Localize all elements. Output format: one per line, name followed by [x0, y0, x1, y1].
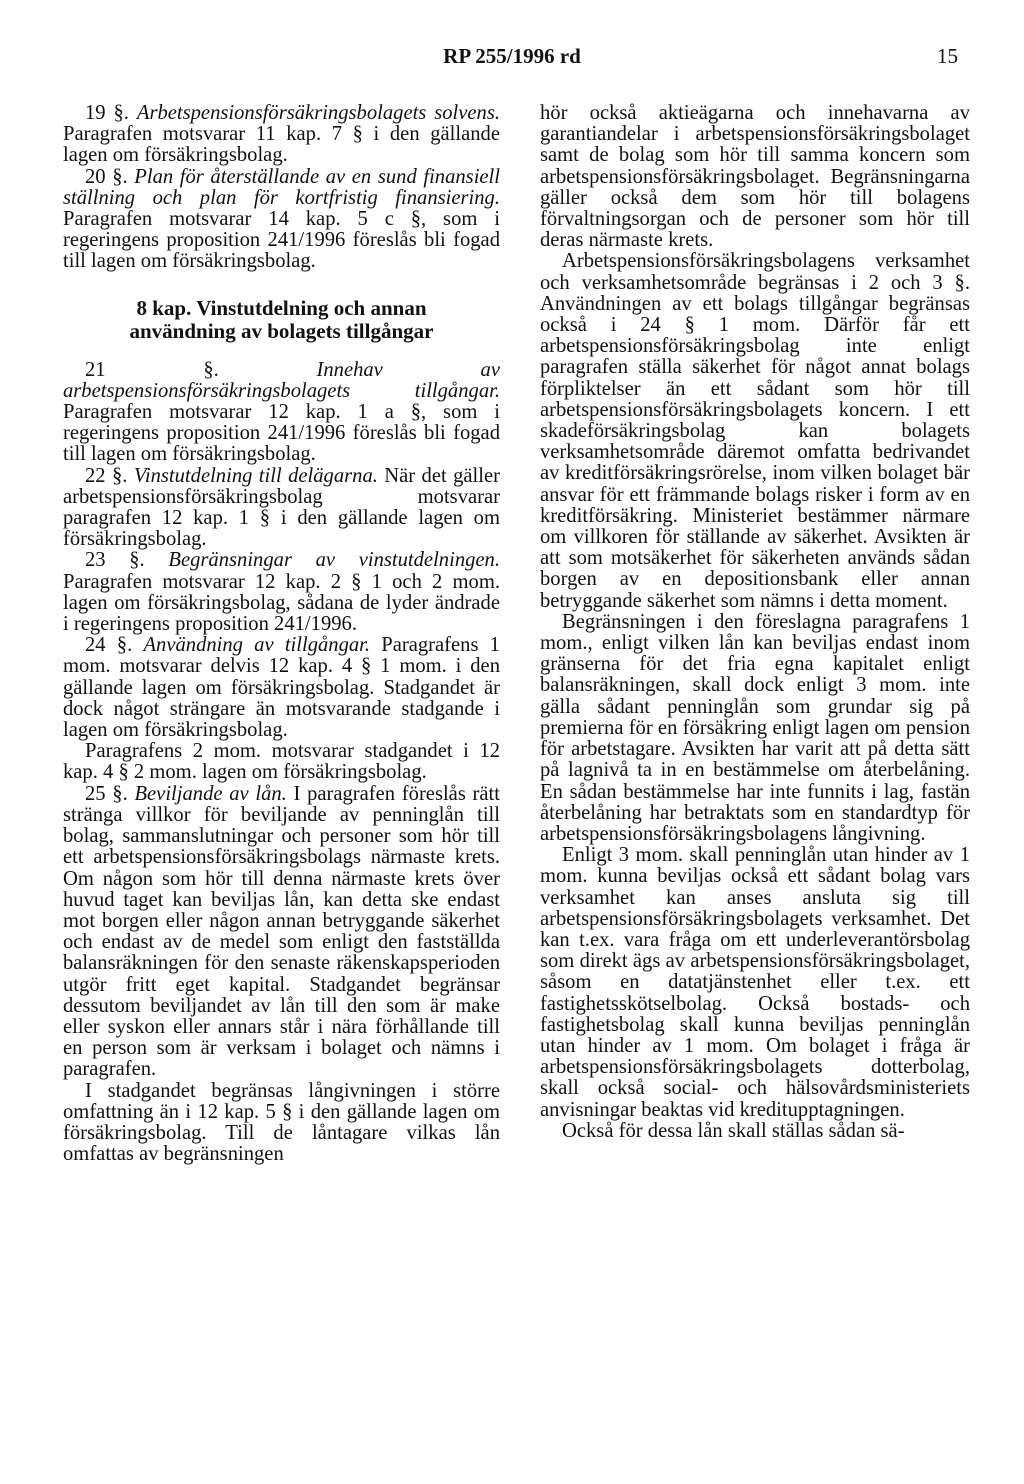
section-20	[63, 167, 500, 273]
section-25	[63, 784, 500, 1081]
section-number: 25 §.	[85, 782, 128, 805]
section-title: Beviljande av lån.	[134, 782, 287, 805]
section-number: 24 §.	[85, 634, 133, 657]
section-text: Paragrafen motsvarar 11 kap. 7 § i den gällande lagen om försäkringsbolag.	[63, 123, 500, 167]
section-21	[63, 360, 500, 466]
section-text: I paragrafen föreslås rätt stränga villkor för beviljande av penninglån till bolag, sammanslutningar och personer som hör till ett arbetspensionsförsäkringsbolags närmaste krets. Om någon som hör till denna närmaste krets över huvud taget kan beviljas lån, kan detta ske endast mot borgen eller någon annan betryggande säkerhet och endast av de medel som enligt den fastställda balansräkningen för den senaste räkenskapsperioden utgör fritt eget kapital. Stadgandet begränsar dessutom beviljandet av lån till den som är make eller syskon eller annars står i nära förhållande till en person som är verksam i bolaget och nämns i paragrafen.	[63, 782, 500, 1081]
page-number: 15	[937, 44, 958, 68]
paragraph: hör också aktieägarna och innehavarna av garantiandelar i arbetspensionsförsäkringsbolaget samt de bolag som hör till samma koncern som arbetspensionsförsäkringsbolaget. Begränsningarna gäller också dem som hör till bolagens förvaltningsorgan och de personer som hör till deras närmaste krets.	[540, 102, 970, 252]
section-number: 22 §.	[85, 464, 128, 487]
section-19	[63, 103, 500, 167]
chapter-heading	[73, 297, 490, 343]
paragraph: Enligt 3 mom. skall penninglån utan hinder av 1 mom. kunna beviljas också ett sådant bolag vars verksamhet kan anses ansluta sig till arbetspensionsförsäkringsbolagets verksamhet. Det kan t.ex. vara fråga om ett underleverantörsbolag som direkt ägs av arbetspensionsförsäkringsbolaget, såsom en datatjänstenhet eller t.ex. ett fastighetsskötselbolag. Också bostads- och fastighetsbolag skall kunna beviljas penninglån utan hinder av 1 mom. Om bolaget i fråga är arbetspensionsförsäkringsbolagets dotterbolag, skall också social- och hälsovårdsministeriets anvisningar beaktas vid kreditupptagningen.	[540, 844, 970, 1121]
chapter-heading-line: användning av bolagets tillgångar	[129, 318, 434, 343]
paragraph: Arbetspensionsförsäkringsbolagens verksamhet och verksamhetsområde begränsas i 2 och 3 §. Användningen av ett bolags tillgångar begränsas också i 24 § 1 mom. Därför får ett arbetspensionsförsäkringsbolag inte enligt paragrafen ställa säkerhet för något annat bolags förpliktelser än ett sådant som hör till arbetspensionsförsäkringsbolagets koncern. I ett skadeförsäkringsbolag kan bolagets verksamhetsområde däremot omfatta bedrivandet av kreditförsäkringsrörelse, inom vilken bolaget bär ansvar för ett främmande bolags risker i form av en kreditförsäkring. Ministeriet bestämmer närmare om villkoren för ställande av säkerhet. Avsikten är att som motsäkerhet för säkerheten används sådan borgen av en depositionsbank eller annan betryggande säkerhet som nämns i detta moment.	[540, 250, 970, 612]
document-reference: RP 255/1996 rd	[443, 44, 581, 68]
section-text: Paragrafen motsvarar 12 kap. 2 § 1 och 2 mom. lagen om försäkringsbolag, sådana de lyder ändrade i regeringens proposition 241/1996.	[63, 570, 500, 636]
paragraph: Också för dessa lån skall ställas sådan sä-	[562, 1119, 905, 1142]
section-title: Vinstutdelning till delägarna.	[133, 464, 378, 487]
section-25-paragraph-2: I stadgandet begränsas långivningen i större omfattning än i 12 kap. 5 § i den gällande lagen om försäkringsbolag. Till de låntagare vilkas lån omfattas av begränsningen	[63, 1079, 500, 1166]
section-title: Plan för återställande av en sund finansiell ställning och plan för kortfristig finansiering.	[63, 165, 501, 209]
section-24-paragraph-2: Paragrafens 2 mom. motsvarar stadgandet i 12 kap. 4 § 2 mom. lagen om försäkringsbolag.	[63, 740, 500, 784]
section-number: 19 §.	[85, 102, 129, 124]
section-text: Paragrafen motsvarar 12 kap. 1 a §, som i regeringens proposition 241/1996 föreslås bli fogad till lagen om försäkringsbolag.	[63, 401, 500, 466]
section-23	[63, 550, 500, 635]
section-title: Innehav av arbetspensionsförsäkringsbolagets tillgångar.	[63, 358, 500, 402]
section-title: Arbetspensionsförsäkringsbolagets solvens.	[136, 102, 500, 124]
section-title: Användning av tillgångar.	[143, 634, 371, 657]
section-text: Paragrafens 1 mom. motsvarar delvis 12 kap. 4 § 1 mom. i den gällande lagen om försäkringsbolag. Stadgandet är dock något strängare än motsvarande stadgande i lagen om försäkringsbolag.	[63, 634, 500, 742]
section-number: 20 §.	[85, 165, 128, 188]
paragraph: Begränsningen i den föreslagna paragrafens 1 mom., enligt vilken lån kan beviljas endast inom gränserna för det fria egna kapitalet enligt balansräkningen, skall dock enligt 3 mom. inte gälla sådant penninglån som grundar sig på premierna för en försäkring enligt lagen om pension för arbetstagare. Avsikten har varit att på detta sätt på lagnivå ta in en bestämmelse om återbelåning. En sådan bestämmelse har inte funnits i lag, fastän återbelåning har betraktats som en standardtyp för arbetspensionsförsäkringsbolagens långivning.	[540, 610, 970, 845]
section-title: Begränsningar av vinstutdelningen.	[168, 549, 500, 572]
section-text: Paragrafen motsvarar 14 kap. 5 c §, som i regeringens proposition 241/1996 föreslås bli fogad till lagen om försäkringsbolag.	[63, 208, 500, 273]
section-number: 21 §.	[85, 358, 219, 381]
left-column	[63, 103, 500, 1165]
right-column	[540, 103, 970, 1142]
section-24	[63, 635, 500, 741]
section-text: När det gäller arbetspensionsförsäkringsbolag motsvarar paragrafen 12 kap. 1 § i den gällande lagen om försäkringsbolag.	[63, 464, 500, 551]
page-header	[0, 44, 1024, 74]
section-22	[63, 466, 500, 551]
section-number: 23 §.	[85, 549, 145, 572]
chapter-heading-line: 8 kap. Vinstutdelning och annan	[136, 295, 427, 320]
